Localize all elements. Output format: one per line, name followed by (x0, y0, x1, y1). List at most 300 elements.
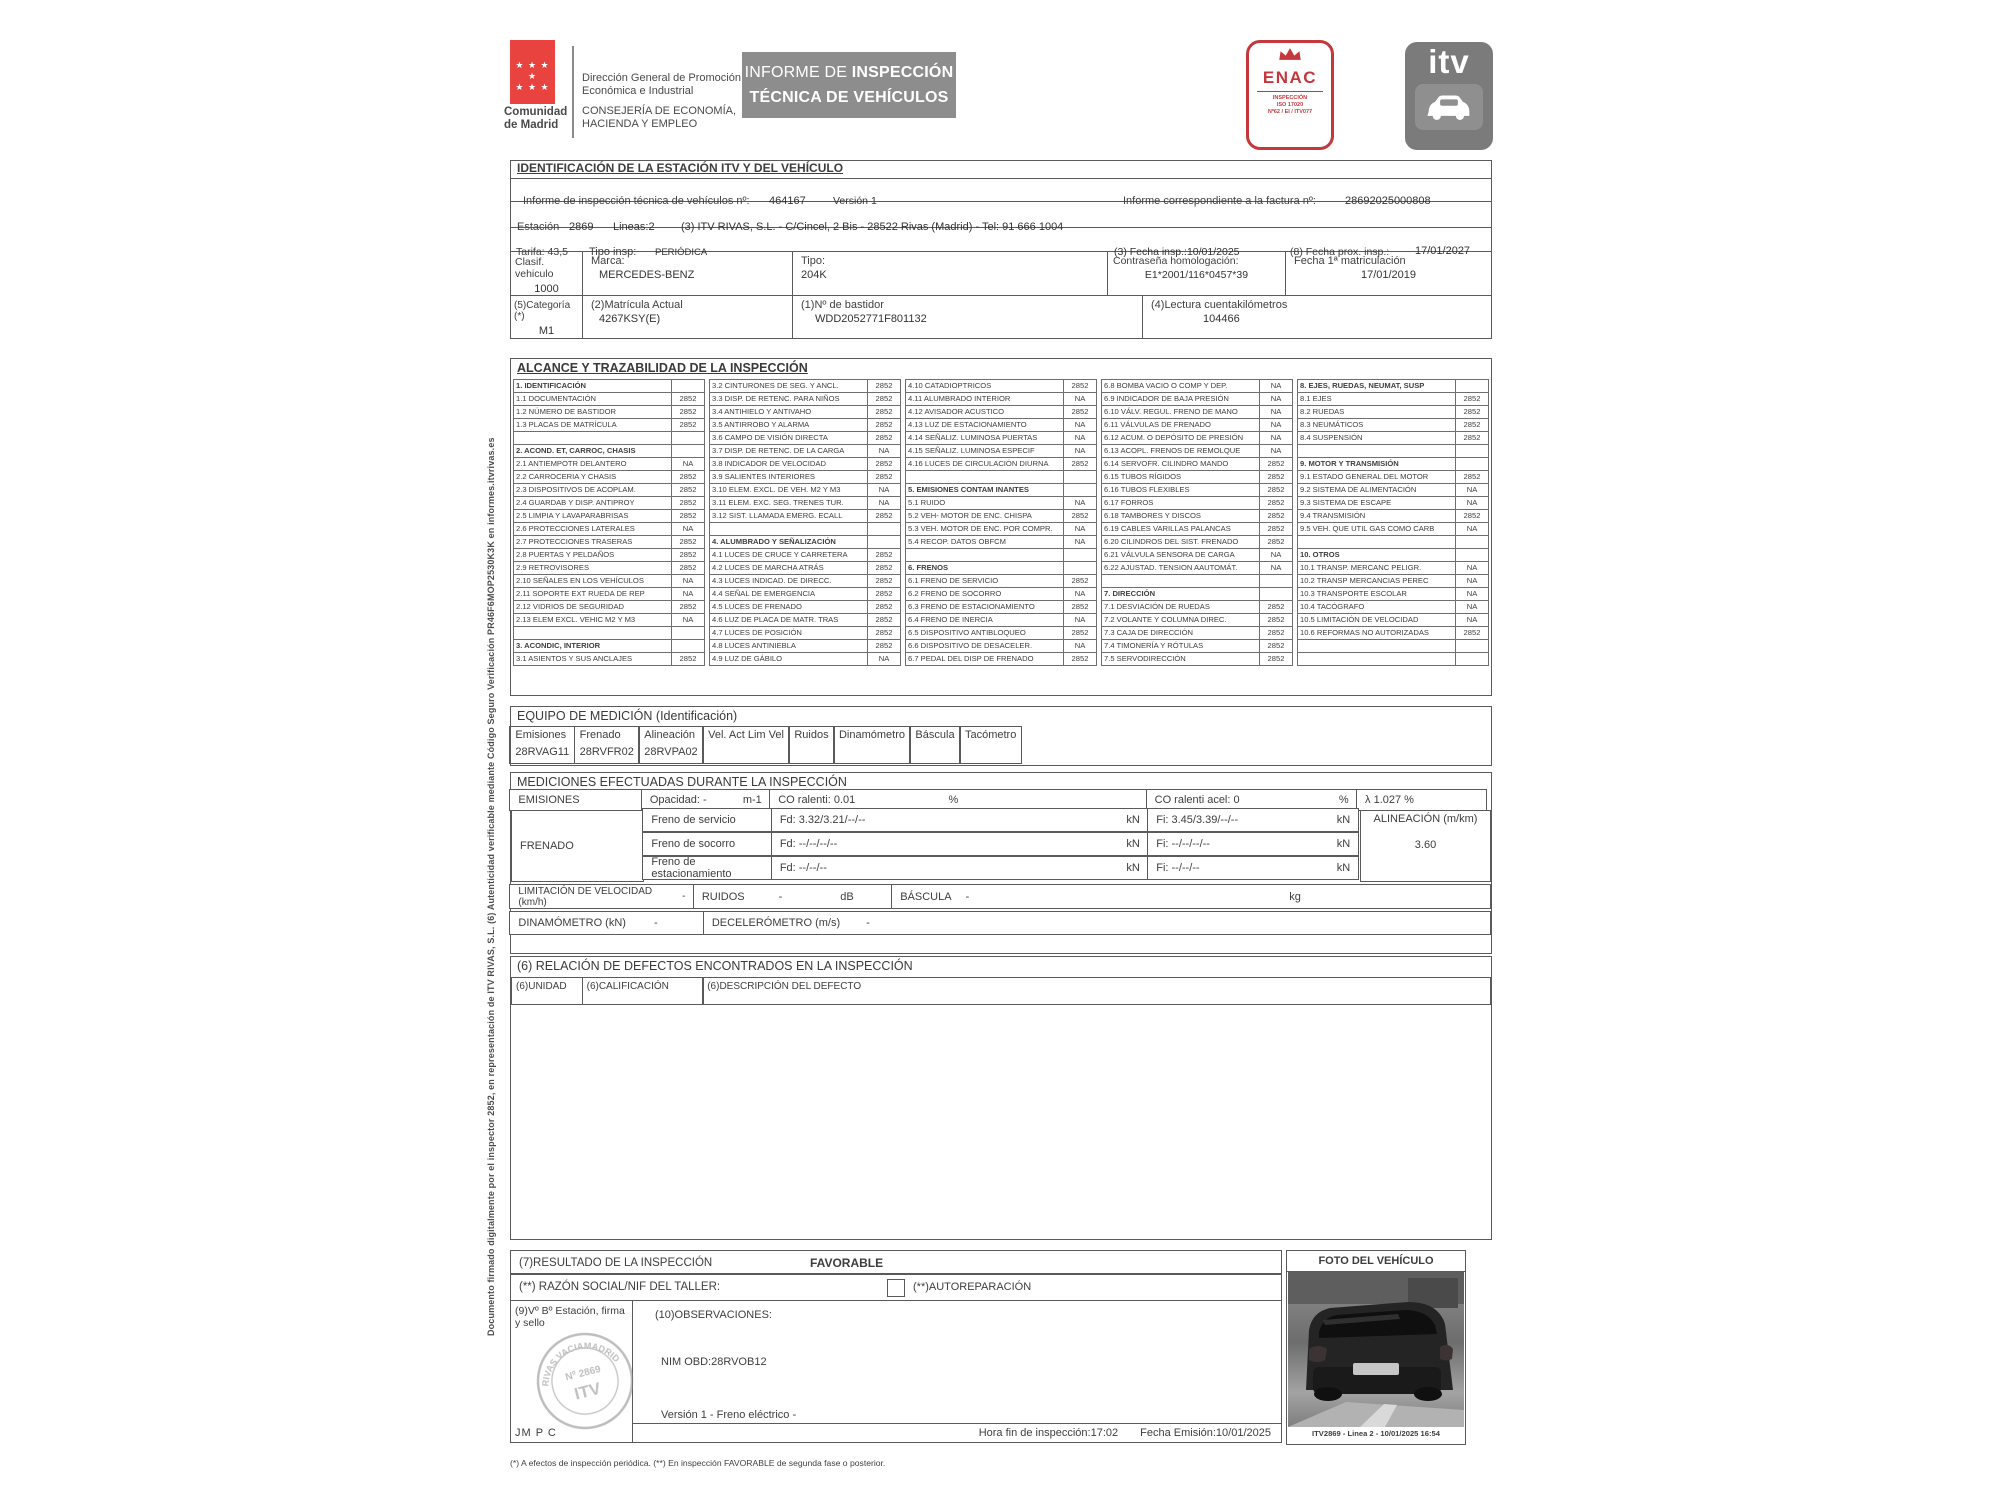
checklist-value: 2852 (1063, 574, 1097, 588)
checklist-value: 2852 (867, 405, 901, 419)
checklist-value: NA (1455, 522, 1489, 536)
checklist-label: 4.11 ALUMBRADO INTERIOR (905, 392, 1064, 406)
noise-value: - (778, 890, 783, 903)
checklist-label (1297, 652, 1456, 666)
checklist-label: 4.6 LUZ DE PLACA DE MATR. TRAS (709, 613, 868, 627)
plate-label: (2)Matrícula Actual (591, 299, 683, 312)
checklist-value: NA (1455, 600, 1489, 614)
checklist-row (709, 457, 901, 471)
checklist-label: 6.5 DISPOSITIVO ANTIBLOQUEO (905, 626, 1064, 640)
checklist-label: 3.12 SIST. LLAMADA EMERG. ECALL (709, 509, 868, 523)
checklist-row (513, 392, 705, 406)
checklist-row (709, 496, 901, 510)
checklist-row (905, 522, 1097, 536)
checklist-row (1101, 418, 1293, 432)
checklist-row (905, 483, 1097, 497)
checklist-value: NA (1063, 496, 1097, 510)
first-registration-label: Fecha 1ª matriculación (1294, 255, 1406, 268)
checklist-value: 2852 (867, 574, 901, 588)
checklist-row (513, 431, 705, 445)
checklist-value: 2852 (671, 483, 705, 497)
autorepair-checkbox (887, 1279, 905, 1297)
enac-name: ENAC (1262, 68, 1318, 87)
checklist-value: NA (671, 522, 705, 536)
checklist-label: 5.2 VEH- MOTOR DE ENC. CHISPA (905, 509, 1064, 523)
checklist-row (1297, 470, 1489, 484)
enac-accreditation: INSPECCIÓN ISO 17020 Nº62 / EI / ITV077 (1257, 91, 1323, 116)
brake-row (644, 834, 1362, 858)
checklist-value: NA (1063, 431, 1097, 445)
checklist-row (1101, 574, 1293, 588)
checklist-value: NA (867, 444, 901, 458)
checklist-label: 6.12 ACUM. O DEPÓSITO DE PRESIÓN (1101, 431, 1260, 445)
checklist-value (1063, 470, 1097, 484)
brakes-row-label: FRENADO (511, 810, 644, 882)
equipment-cell (638, 726, 703, 764)
kn-unit: kN (1336, 862, 1351, 875)
checklist-value: 2852 (1455, 405, 1489, 419)
co-accel-unit: % (1338, 794, 1349, 807)
checklist-row (1297, 496, 1489, 510)
checklist-label: 9.5 VEH. QUE UTIL GAS COMO CARB (1297, 522, 1456, 536)
itv-car-icon (1415, 84, 1483, 130)
inspection-end-time: Hora fin de inspección:17:02 (978, 1426, 1119, 1439)
equipment-id: 28RVPA02 (644, 746, 698, 758)
checklist-value: 2852 (1259, 483, 1293, 497)
checklist-row (1101, 405, 1293, 419)
checklist-label (1101, 574, 1260, 588)
checklist-row (1297, 392, 1489, 406)
checklist-row (1297, 574, 1489, 588)
decelerometer-label: DECELERÓMETRO (m/s) (711, 916, 841, 929)
checklist-value (1455, 548, 1489, 562)
checklist-label: 6.14 SERVOFR. CILINDRO MANDO (1101, 457, 1260, 471)
checklist-label: 6.1 FRENO DE SERVICIO (905, 574, 1064, 588)
vin-value: WDD2052771F801132 (815, 313, 927, 326)
make-value: MERCEDES-BENZ (599, 269, 695, 282)
checklist-row (709, 639, 901, 653)
checklist-row (709, 509, 901, 523)
checklist-label: 4.1 LUCES DE CRUCE Y CARRETERA (709, 548, 868, 562)
checklist-label: 2.12 VIDRIOS DE SEGURIDAD (513, 600, 672, 614)
checklist-label: 9. MOTOR Y TRANSMISIÓN (1297, 457, 1456, 471)
checklist-label (905, 470, 1064, 484)
inspector-initials: JM P C (515, 1426, 557, 1439)
checklist-label: 1.2 NÚMERO DE BASTIDOR (513, 405, 672, 419)
checklist-label: 2.11 SOPORTE EXT RUEDA DE REP (513, 587, 672, 601)
checklist-label: 3.8 INDICADOR DE VELOCIDAD (709, 457, 868, 471)
checklist-label: 7.3 CAJA DE DIRECCIÓN (1101, 626, 1260, 640)
checklist-value: 2852 (867, 561, 901, 575)
emission-time-strip (633, 1423, 1281, 1442)
checklist-value: 2852 (1259, 496, 1293, 510)
checklist-row (1297, 444, 1489, 458)
checklist-row (709, 418, 901, 432)
checklist-value: NA (1259, 548, 1293, 562)
checklist-row (1101, 379, 1293, 393)
checklist-value (867, 522, 901, 536)
checklist-label: 2.10 SEÑALES EN LOS VEHÍCULOS (513, 574, 672, 588)
checklist-row (1101, 457, 1293, 471)
checklist-label: 4.5 LUCES DE FRENADO (709, 600, 868, 614)
plate-value: 4267KSY(E) (599, 313, 661, 326)
checklist-row (1101, 548, 1293, 562)
checklist-row (1101, 600, 1293, 614)
checklist-label: 3.5 ANTIRROBO Y ALARMA (709, 418, 868, 432)
measurement-equipment-section (510, 706, 1492, 766)
checklist-row (905, 600, 1097, 614)
vin-label: (1)Nº de bastidor (801, 299, 884, 312)
odometer-label: (4)Lectura cuentakilómetros (1151, 299, 1288, 312)
checklist-row (709, 405, 901, 419)
checklist-value: 2852 (1063, 626, 1097, 640)
checklist-row (513, 379, 705, 393)
result-section (510, 1250, 1282, 1443)
checklist-row (905, 626, 1097, 640)
checklist-value: NA (867, 652, 901, 666)
checklist-label: 3.2 CINTURONES DE SEG. Y ANCL. (709, 379, 868, 393)
opacity-unit: m-1 (742, 794, 762, 807)
checklist-row (709, 431, 901, 445)
checklist-value: 2852 (1259, 457, 1293, 471)
checklist-value: 2852 (867, 639, 901, 653)
checklist-value (671, 431, 705, 445)
checklist-row (905, 379, 1097, 393)
checklist-column-5 (1297, 380, 1489, 666)
checklist-value (671, 444, 705, 458)
checklist-label (709, 522, 868, 536)
equipment-label: Frenado (579, 729, 621, 741)
checklist-value: 2852 (1063, 405, 1097, 419)
odometer-value: 104466 (1203, 313, 1240, 326)
brake-fi-value: Fi: --/--/-- (1156, 862, 1200, 875)
equipment-label: Tacómetro (964, 729, 1017, 741)
checklist-label: 6.9 INDICADOR DE BAJA PRESIÓN (1101, 392, 1260, 406)
enac-crown-icon (1277, 47, 1303, 62)
measurements-section (510, 772, 1492, 954)
checklist-value: 2852 (1455, 431, 1489, 445)
checklist-row (513, 574, 705, 588)
equipment-cell (909, 726, 960, 764)
checklist-value: 2852 (671, 561, 705, 575)
workshop-row (510, 1273, 1282, 1301)
co-idle-value: CO ralenti: 0.01 (778, 794, 856, 807)
checklist-row (513, 639, 705, 653)
station-approval-label: (9)Vº Bº Estación, firma y sello (515, 1304, 625, 1329)
checklist-row (1101, 496, 1293, 510)
checklist-label: 3.1 ASIENTOS Y SUS ANCLAJES (513, 652, 672, 666)
checklist-value: 2852 (671, 652, 705, 666)
checklist-label: 4.7 LUCES DE POSICIÓN (709, 626, 868, 640)
checklist-value: NA (1259, 418, 1293, 432)
checklist-label (513, 626, 672, 640)
checklist-value: NA (671, 574, 705, 588)
checklist-value (1455, 444, 1489, 458)
report-title: INFORME DE INSPECCIÓN TÉCNICA DE VEHÍCULOS (742, 52, 956, 118)
kn-unit: kN (1126, 814, 1140, 827)
checklist-row (905, 405, 1097, 419)
checklist-row (709, 392, 901, 406)
checklist-value: NA (1455, 613, 1489, 627)
station-stamp (522, 1318, 648, 1444)
checklist-label: 6.3 FRENO DE ESTACIONAMIENTO (905, 600, 1064, 614)
checklist-value: 2852 (1063, 379, 1097, 393)
checklist-value: 2852 (1259, 535, 1293, 549)
checklist-row (513, 496, 705, 510)
next-inspection-date: 17/01/2027 (1415, 244, 1471, 257)
checklist-label: 6.16 TUBOS FLEXIBLES (1101, 483, 1260, 497)
checklist-value: NA (1455, 496, 1489, 510)
checklist-value: 2852 (671, 535, 705, 549)
checklist-label: 10.2 TRANSP MERCANCIAS PEREC (1297, 574, 1456, 588)
checklist-label: 9.4 TRANSMISIÓN (1297, 509, 1456, 523)
checklist-value: NA (1063, 392, 1097, 406)
checklist-label: 9.1 ESTADO GENERAL DEL MOTOR (1297, 470, 1456, 484)
checklist-value: NA (1259, 379, 1293, 393)
checklist-row (1297, 561, 1489, 575)
brake-fd-value: Fd: 3.32/3.21/--/-- (779, 814, 866, 827)
brake-fd-value: Fd: --/--/--/-- (779, 838, 838, 851)
checklist-row (709, 587, 901, 601)
checklist-row (1297, 405, 1489, 419)
checklist-column-4 (1101, 380, 1293, 666)
equipment-label: Emisiones (515, 729, 567, 741)
speed-limit-label: LIMITACIÓN DE VELOCIDAD (km/h) (518, 885, 653, 908)
checklist-label: 7.5 SERVODIRECCIÓN (1101, 652, 1260, 666)
checklist-row (905, 496, 1097, 510)
checklist-value: 2852 (867, 587, 901, 601)
decelerometer-value: - (866, 916, 870, 929)
brake-fi-value: Fi: 3.45/3.39/--/-- (1156, 814, 1239, 827)
checklist-value: 2852 (671, 470, 705, 484)
brake-type: Freno de servicio (642, 808, 772, 832)
checklist-row (1297, 652, 1489, 666)
equipment-label: Dinamómetro (838, 729, 906, 741)
checklist-label: 2.5 LIMPIA Y LAVAPARABRISAS (513, 509, 672, 523)
svg-text:RIVAS VACIAMADRID: RIVAS VACIAMADRID (540, 1340, 622, 1387)
checklist-value: NA (1063, 613, 1097, 627)
checklist-label (1297, 535, 1456, 549)
checklist-value: NA (671, 587, 705, 601)
checklist-label: 1.1 DOCUMENTACIÓN (513, 392, 672, 406)
checklist-label: 10.3 TRANSPORTE ESCOLAR (1297, 587, 1456, 601)
checklist-label: 4.8 LUCES ANTINIEBLA (709, 639, 868, 653)
digital-signature-note: Documento firmado digitalmente por el inspector 2852, en representación de ITV RIVAS, S.L. (6) Autenticidad verificable mediante Código Seguro Verificación PR46F6MOP2530K3K en informes.itvrivas.es (486, 437, 496, 1336)
brake-row (644, 810, 1362, 834)
station-info: (3) ITV RIVAS, S.L. - C/Cincel, 2 Bis - 28522 Rivas (Madrid) - Tel: 91 666 1004 (681, 220, 1064, 233)
checklist-label: 7.4 TIMONERÍA Y RÓTULAS (1101, 639, 1260, 653)
observations-label: (10)OBSERVACIONES: (655, 1308, 772, 1321)
checklist-row (905, 613, 1097, 627)
checklist-value: NA (1063, 418, 1097, 432)
equipment-cell (702, 726, 790, 764)
checklist-row (513, 444, 705, 458)
checklist-value (867, 535, 901, 549)
checklist-label: 1.3 PLACAS DE MATRÍCULA (513, 418, 672, 432)
checklist-value: 2852 (671, 418, 705, 432)
scale-value: - (965, 890, 970, 903)
checklist-value: NA (1455, 561, 1489, 575)
checklist-value: NA (1259, 561, 1293, 575)
svg-text:ITV: ITV (572, 1378, 603, 1404)
checklist-row (513, 548, 705, 562)
checklist-value (671, 379, 705, 393)
checklist-label: 7.2 VOLANTE Y COLUMNA DIREC. (1101, 613, 1260, 627)
lambda-value: λ 1.027 % (1356, 789, 1487, 811)
checklist-row (513, 535, 705, 549)
equipment-label: Ruidos (794, 729, 829, 741)
checklist-label: 6.15 TUBOS RÍGIDOS (1101, 470, 1260, 484)
checklist-label: 3. ACONDIC, INTERIOR (513, 639, 672, 653)
checklist-row (1101, 431, 1293, 445)
comunidad-madrid-flag-icon (510, 40, 555, 104)
checklist-label: 3.6 CAMPO DE VISIÓN DIRECTA (709, 431, 868, 445)
class-value: 1000 (534, 283, 559, 296)
checklist-label: 3.10 ELEM. EXCL. DE VEH. M2 Y M3 (709, 483, 868, 497)
checklist-value (1455, 457, 1489, 471)
checklist-label: 3.4 ANTIHIELO Y ANTIVAHO (709, 405, 868, 419)
checklist-row (513, 483, 705, 497)
checklist-label: 10.5 LIMITACIÓN DE VELOCIDAD (1297, 613, 1456, 627)
itv-logo-text: itv (1428, 43, 1470, 80)
equipment-cell (788, 726, 834, 764)
checklist-row (1101, 587, 1293, 601)
checklist-row (513, 600, 705, 614)
department-text: Dirección General de Promoción Económica e Industrial CONSEJERÍA DE ECONOMÍA, HACIENDA Y EMPLEO (582, 72, 741, 130)
checklist-value: 2852 (1063, 457, 1097, 471)
co-idle-unit: % (948, 794, 959, 807)
checklist-row (709, 522, 901, 536)
checklist-label: 8.1 EJES (1297, 392, 1456, 406)
checklist-label: 3.11 ELEM. EXC. SEG. TRENES TUR. (709, 496, 868, 510)
checklist-row (709, 652, 901, 666)
report-version: Versión 1 (833, 195, 877, 208)
brake-fd-value: Fd: --/--/-- (779, 862, 827, 875)
checklist-label: 4.13 LUZ DE ESTACIONAMIENTO (905, 418, 1064, 432)
defects-col-unit: (6)UNIDAD (511, 977, 583, 1005)
checklist-value: 2852 (867, 457, 901, 471)
checklist-value: 2852 (1455, 626, 1489, 640)
checklist-label: 8.2 RUEDAS (1297, 405, 1456, 419)
checklist-label: 9.2 SISTEMA DE ALIMENTACIÓN (1297, 483, 1456, 497)
make-label: Marca: (591, 255, 625, 268)
checklist-value (1455, 639, 1489, 653)
invoice-number: 28692025000808 (1345, 195, 1431, 208)
checklist-value: 2852 (1455, 392, 1489, 406)
alignment-label: ALINEACIÓN (m/km) (1373, 812, 1478, 825)
equipment-label: Báscula (915, 729, 955, 741)
defects-title: (6) RELACIÓN DE DEFECTOS ENCONTRADOS EN LA INSPECCIÓN (517, 959, 913, 973)
checklist-label: 4.16 LUCES DE CIRCULACIÓN DIURNA (905, 457, 1064, 471)
observations-cell (633, 1301, 1281, 1442)
observation-version: Versión 1 - Freno eléctrico - (661, 1408, 797, 1421)
svg-text:Nº 2869: Nº 2869 (564, 1363, 602, 1384)
equipment-cells (511, 726, 1491, 764)
checklist-value: 2852 (1259, 613, 1293, 627)
checklist-label: 6.2 FRENO DE SOCORRO (905, 587, 1064, 601)
defects-empty-body (511, 1005, 1491, 1235)
kn-unit: kN (1336, 838, 1351, 851)
checklist-label: 4.4 SEÑAL DE EMERGENCIA (709, 587, 868, 601)
equipment-title: EQUIPO DE MEDICIÓN (Identificación) (517, 709, 738, 723)
scope-title: ALCANCE Y TRAZABILIDAD DE LA INSPECCIÓN (517, 361, 808, 375)
checklist-value: NA (867, 496, 901, 510)
checklist-label: 6.22 AJUSTAD. TENSION AAUTOMÁT. (1101, 561, 1260, 575)
checklist-value: NA (1259, 431, 1293, 445)
checklist-row (1297, 457, 1489, 471)
checklist-label: 6.11 VÁLVULAS DE FRENADO (1101, 418, 1260, 432)
checklist-row (905, 457, 1097, 471)
kn-unit: kN (1126, 862, 1140, 875)
checklist-value: 2852 (1455, 418, 1489, 432)
first-registration-date: 17/01/2019 (1360, 269, 1417, 282)
checklist-column-2 (709, 380, 901, 666)
checklist-row (1297, 587, 1489, 601)
checklist-label: 2.4 GUARDAB Y DISP. ANTIPROY (513, 496, 672, 510)
checklist-value: 2852 (867, 470, 901, 484)
checklist-label: 4.15 SEÑALIZ. LUMINOSA ESPECIF (905, 444, 1064, 458)
checklist-value: NA (671, 457, 705, 471)
checklist-label: 2.7 PROTECCIONES TRASERAS (513, 535, 672, 549)
checklist-label: 2.9 RETROVISORES (513, 561, 672, 575)
itv-logo (1405, 42, 1493, 150)
checklist-value: 2852 (671, 496, 705, 510)
checklist-value: 2852 (1259, 626, 1293, 640)
noise-unit: dB (840, 890, 854, 903)
checklist-row (709, 574, 901, 588)
checklist-label: 8. EJES, RUEDAS, NEUMAT, SUSP (1297, 379, 1456, 393)
equipment-id: 28RVFR02 (579, 746, 634, 758)
checklist-row (709, 561, 901, 575)
checklist-label: 3.3 DISP. DE RETENC. PARA NIÑOS (709, 392, 868, 406)
vehicle-photo (1286, 1271, 1466, 1445)
checklist-row (1101, 470, 1293, 484)
checklist-row (709, 444, 901, 458)
checklist-label (513, 431, 672, 445)
checklist-value: 2852 (867, 600, 901, 614)
checklist-row (905, 444, 1097, 458)
checklist-value: 2852 (867, 418, 901, 432)
checklist-label: 2.13 ELEM EXCL. VEHIC M2 Y M3 (513, 613, 672, 627)
checklist-row (1101, 639, 1293, 653)
checklist-value: NA (1259, 444, 1293, 458)
scale-label: BÁSCULA (900, 890, 952, 903)
checklist-value (1063, 548, 1097, 562)
station-number: 2869 (569, 220, 594, 233)
footnote: (*) A efectos de inspección periódica. (**) En inspección FAVORABLE de segunda fase o posterior. (510, 1458, 886, 1468)
inspection-type-label: Tipo insp: (589, 245, 637, 258)
checklist-row (1101, 509, 1293, 523)
checklist-value (1063, 483, 1097, 497)
checklist-row (513, 613, 705, 627)
checklist-label: 4.3 LUCES INDICAD. DE DIRECC. (709, 574, 868, 588)
checklist-value: 2852 (1259, 652, 1293, 666)
checklist-value: NA (1063, 535, 1097, 549)
alignment-value: 3.60 (1414, 838, 1437, 851)
report-number-label: Informe de inspección técnica de vehículos nº: (523, 195, 750, 208)
checklist-value (1259, 574, 1293, 588)
brake-type: Freno de socorro (642, 832, 772, 856)
checklist-value: 2852 (671, 405, 705, 419)
equipment-cell (959, 726, 1022, 764)
checklist-label: 10.6 REFORMAS NO AUTORIZADAS (1297, 626, 1456, 640)
brake-row (644, 858, 1362, 882)
checklist-value: 2852 (1259, 522, 1293, 536)
checklist-value: 2852 (867, 613, 901, 627)
checklist-label: 4.10 CATADIOPTRICOS (905, 379, 1064, 393)
checklist-row (513, 522, 705, 536)
checklist-value: NA (1455, 574, 1489, 588)
